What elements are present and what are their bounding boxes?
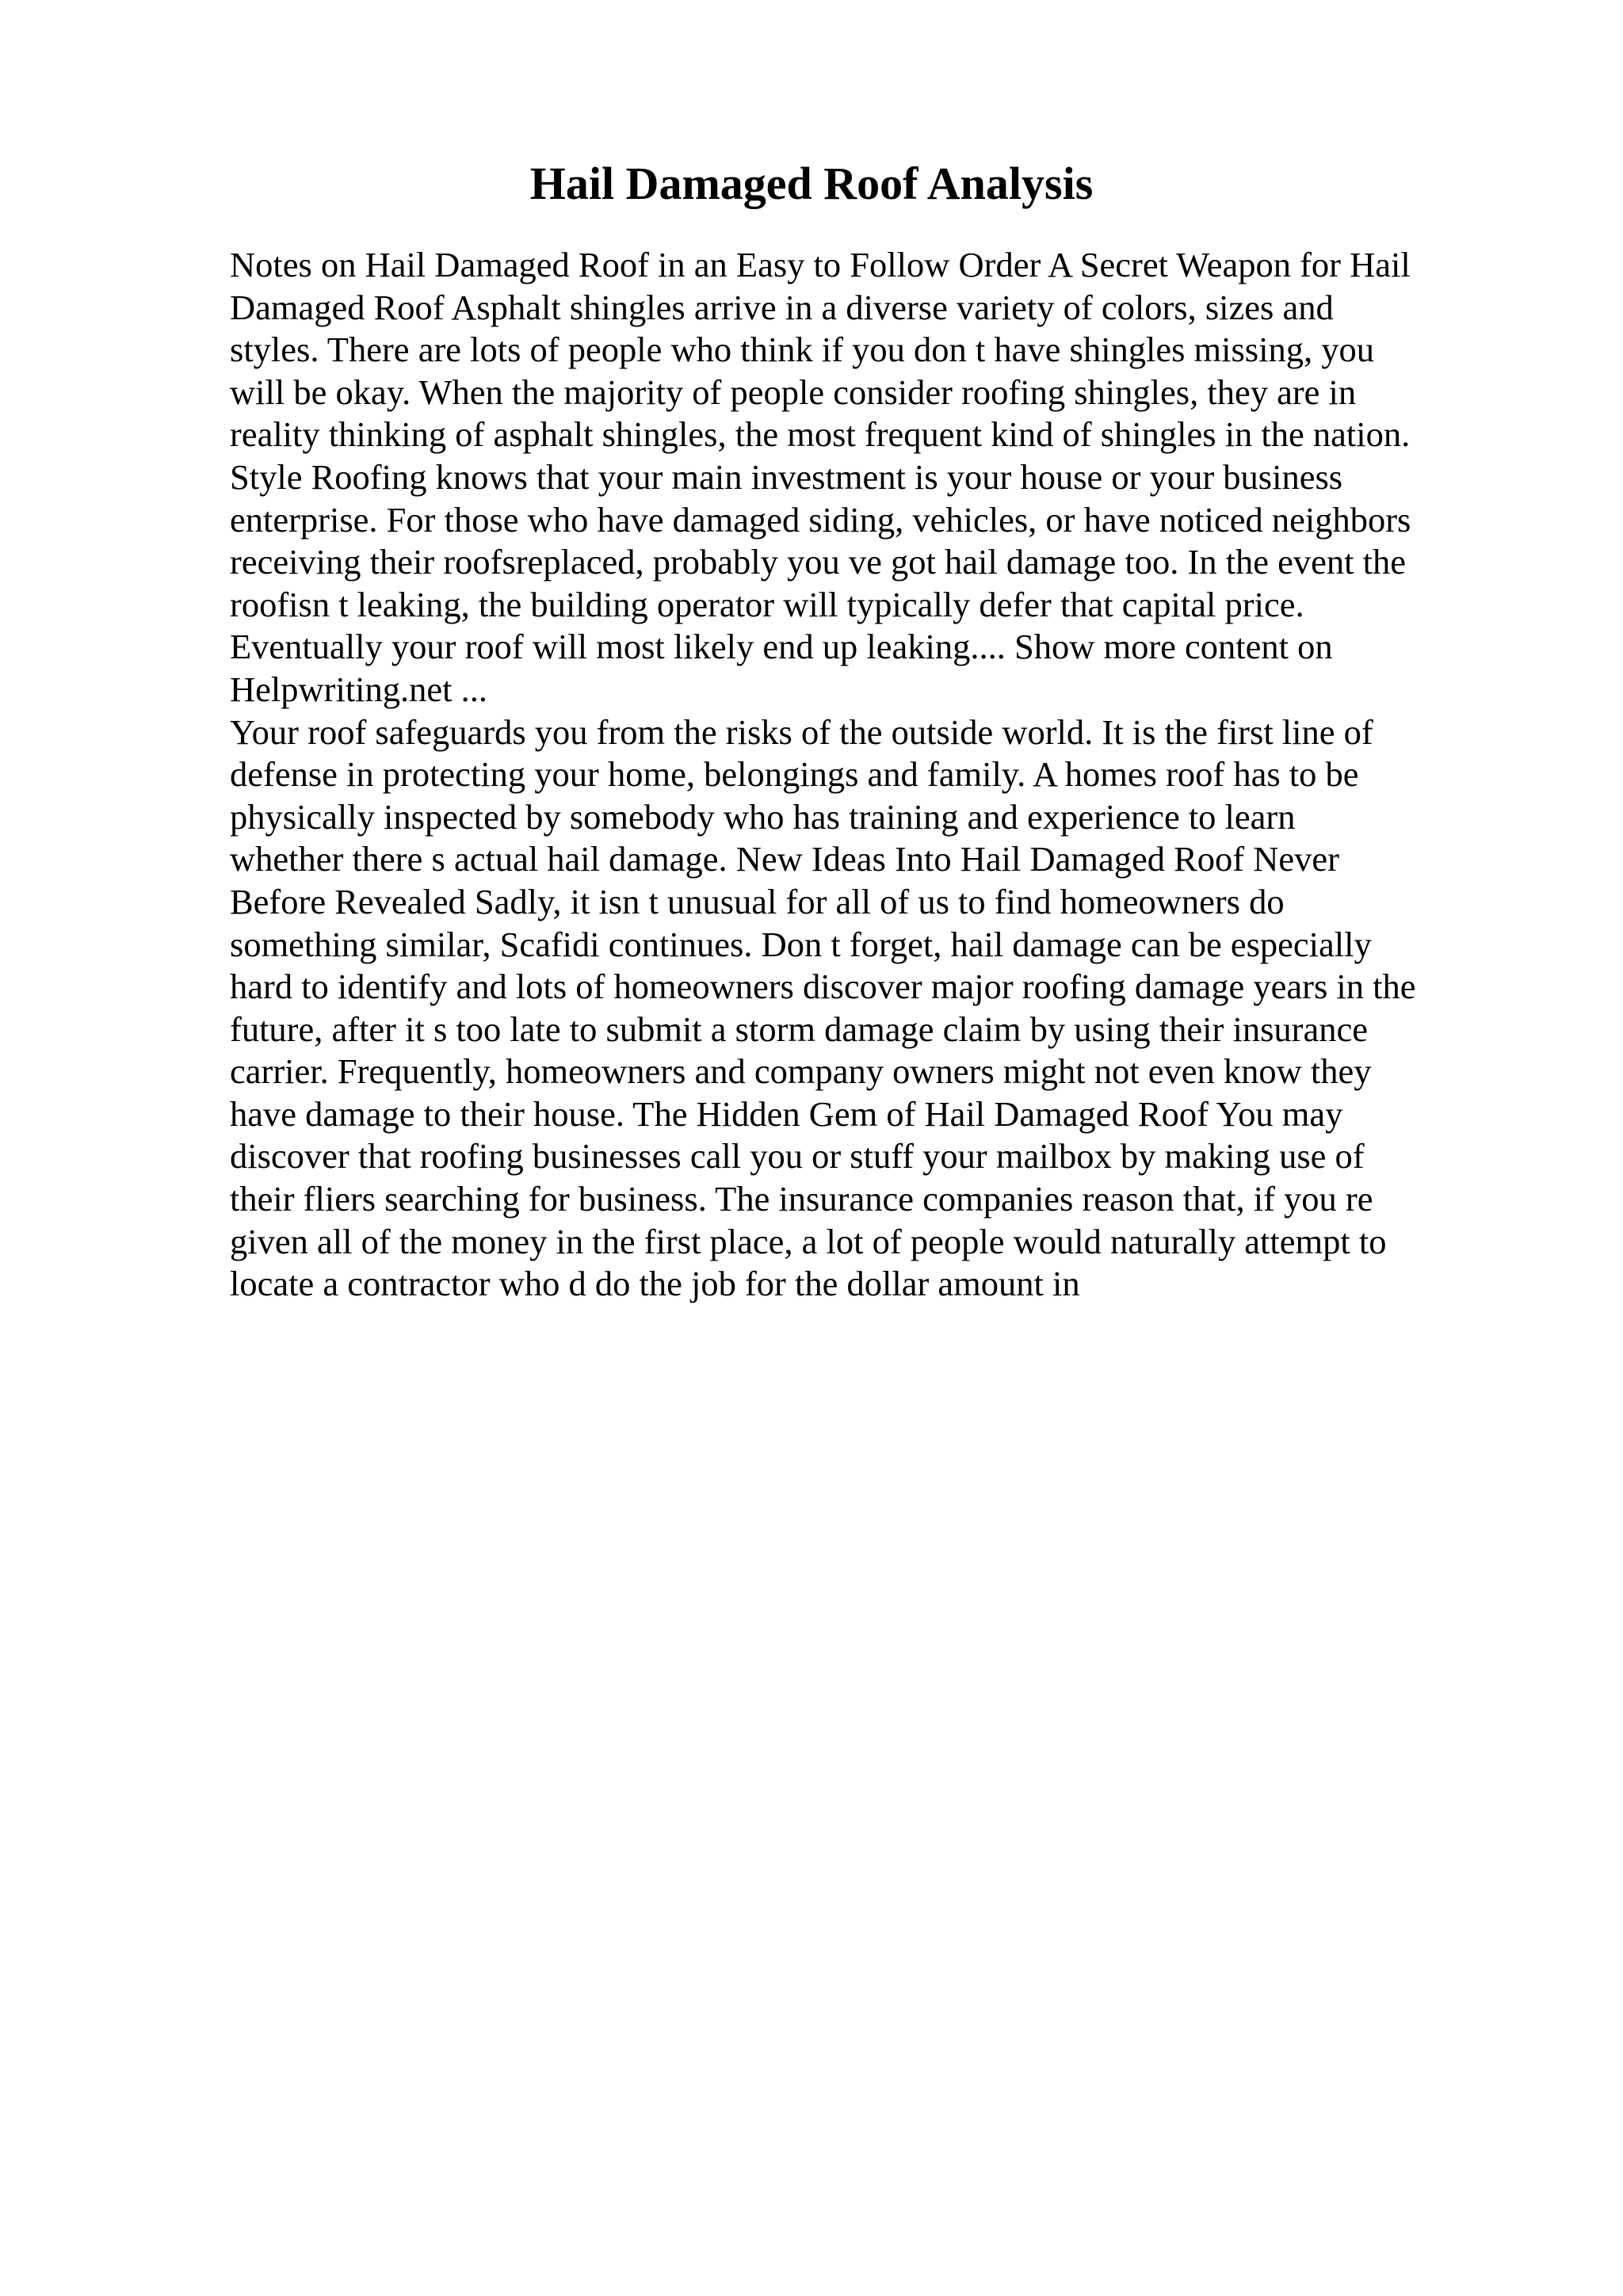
text-line: will be okay. When the majority of people consider roofing shingles, they are in [230, 372, 1357, 412]
text-line: locate a contractor who d do the job for the dollar amount in [230, 1264, 1080, 1304]
text-line: their fliers searching for business. The insurance companies reason that, if you re [230, 1179, 1373, 1219]
text-line: Damaged Roof Asphalt shingles arrive in a diverse variety of colors, sizes and [230, 287, 1334, 327]
text-line: Style Roofing knows that your main investment is your house or your business [230, 456, 1343, 497]
text-line: reality thinking of asphalt shingles, the most frequent kind of shingles in the nation. [230, 414, 1411, 455]
paragraph-2 [230, 711, 1498, 1306]
text-line: Your roof safeguards you from the risks of the outside world. It is the first line of [230, 711, 1373, 752]
text-line: Helpwriting.net ... [230, 669, 488, 709]
text-line: whether there s actual hail damage. New Ideas Into Hail Damaged Roof Never [230, 839, 1339, 879]
text-line: something similar, Scafidi continues. Don t forget, hail damage can be especially [230, 924, 1372, 964]
text-line: discover that roofing businesses call you or stuff your mailbox by making use of [230, 1136, 1365, 1177]
text-line: physically inspected by somebody who has training and experience to learn [230, 796, 1296, 837]
text-line: defense in protecting your home, belongings and family. A homes roof has to be [230, 754, 1359, 795]
text-line: future, after it s too late to submit a storm damage claim by using their insurance [230, 1009, 1368, 1049]
text-line: Eventually your roof will most likely end up leaking.... Show more content on [230, 627, 1333, 667]
text-line: Notes on Hail Damaged Roof in an Easy to Follow Order A Secret Weapon for Hail [230, 245, 1411, 284]
text-line: given all of the money in the first place, a lot of people would naturally attempt to [230, 1221, 1387, 1261]
document-title: Hail Damaged Roof Analysis [529, 158, 1094, 209]
text-line: hard to identify and lots of homeowners discover major roofing damage years in the [230, 967, 1416, 1007]
text-line: roofisn t leaking, the building operator will typically defer that capital price. [230, 584, 1304, 624]
paragraph-1 [230, 244, 1498, 711]
text-line: carrier. Frequently, homeowners and company owners might not even know they [230, 1051, 1372, 1092]
text-line: have damage to their house. The Hidden Gem of Hail Damaged Roof You may [230, 1093, 1343, 1134]
text-line: enterprise. For those who have damaged siding, vehicles, or have noticed neighbors [230, 499, 1411, 540]
text-line: Before Revealed Sadly, it isn t unusual for all of us to find homeowners do [230, 881, 1285, 921]
document-body [230, 244, 1498, 1306]
text-line: styles. There are lots of people who think if you don t have shingles missing, you [230, 330, 1374, 370]
text-line: receiving their roofsreplaced, probably you ve got hail damage too. In the event the [230, 542, 1407, 582]
